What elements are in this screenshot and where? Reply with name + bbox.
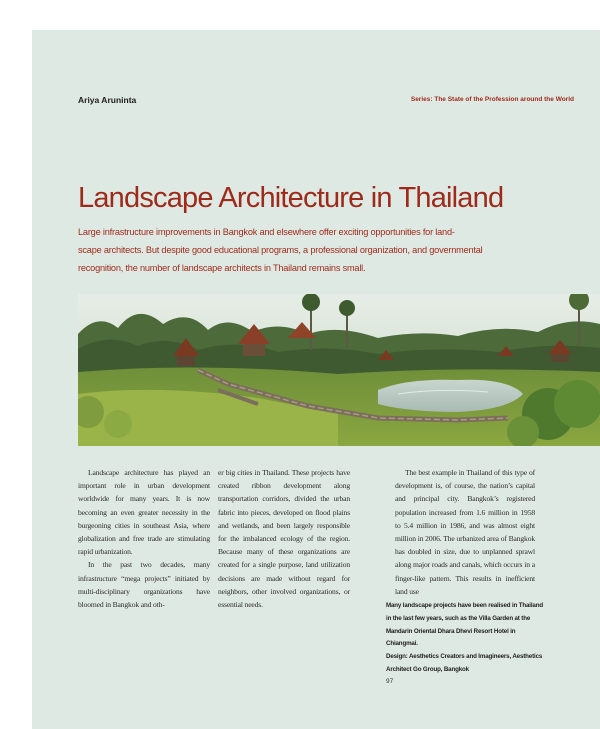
body-column-2 [218,466,350,611]
author-name: Ariya Aruninta [78,95,137,105]
body-paragraph: er big cities in Thailand. These projects have created ribbon development along transportation corridors, divided the urban fabric into pieces, developed on flood plains and wetlands, and been largely responsible for the imbalanced ecology of the region. Because many of these organizations are created for a single purpose, land utilization decisions are made without regard for neighbors, other involved organizations, or essential needs. [218,468,350,610]
body-paragraph: In the past two decades, many infrastructure “mega projects” initiated by multi-disciplinary organizations have bloomed in Bangkok and oth- [78,560,210,610]
body-paragraph: Landscape architecture has played an important role in urban development worldwide for many years. It is now becoming an even greater necessity in the burgeoning cities in southeast Asia, where globalization and free trade are stimulating rapid urbanization. [78,468,210,557]
caption-text: Many landscape projects have been realised in Thailand in the last few years, such as the Villa Garden at the Mandarin Oriental Dhara Dhevi Resort Hotel in Chiangmai. [386,602,543,648]
article-lead [78,223,483,277]
body-paragraph: The best example in Thailand of this type of development is, of course, the nation’s capital and principal city. Bangkok’s registered population increased from 1.6 million in 1958 to 5.4 million in 1986, and was almost eight million in 2006. The urbanized area of Bangkok has doubled in size, due to unplanned sprawl along major roads and canals, which occurs in a finger-like pattern. This results in inefficient land use [395,468,535,596]
lead-line: Large infrastructure improvements in Bangkok and elsewhere offer exciting opportunities for land- [78,227,455,237]
journal-page [32,30,600,729]
body-column-3 [395,466,535,598]
resort-garden-photo [78,294,600,446]
page-number: 97 [386,678,394,685]
caption-credit: Design: Aesthetics Creators and Imagineers, Aesthetics Architect Go Group, Bangkok [386,653,543,673]
article-title: Landscape Architecture in Thailand [78,182,504,214]
body-column-1 [78,466,210,611]
series-label: Series: The State of the Profession around the World [410,96,574,103]
lead-line: recognition, the number of landscape architects in Thailand remains small. [78,263,366,273]
photo-caption [386,600,546,677]
lead-line: scape architects. But despite good educational programs, a professional organization, and governmental [78,245,483,255]
